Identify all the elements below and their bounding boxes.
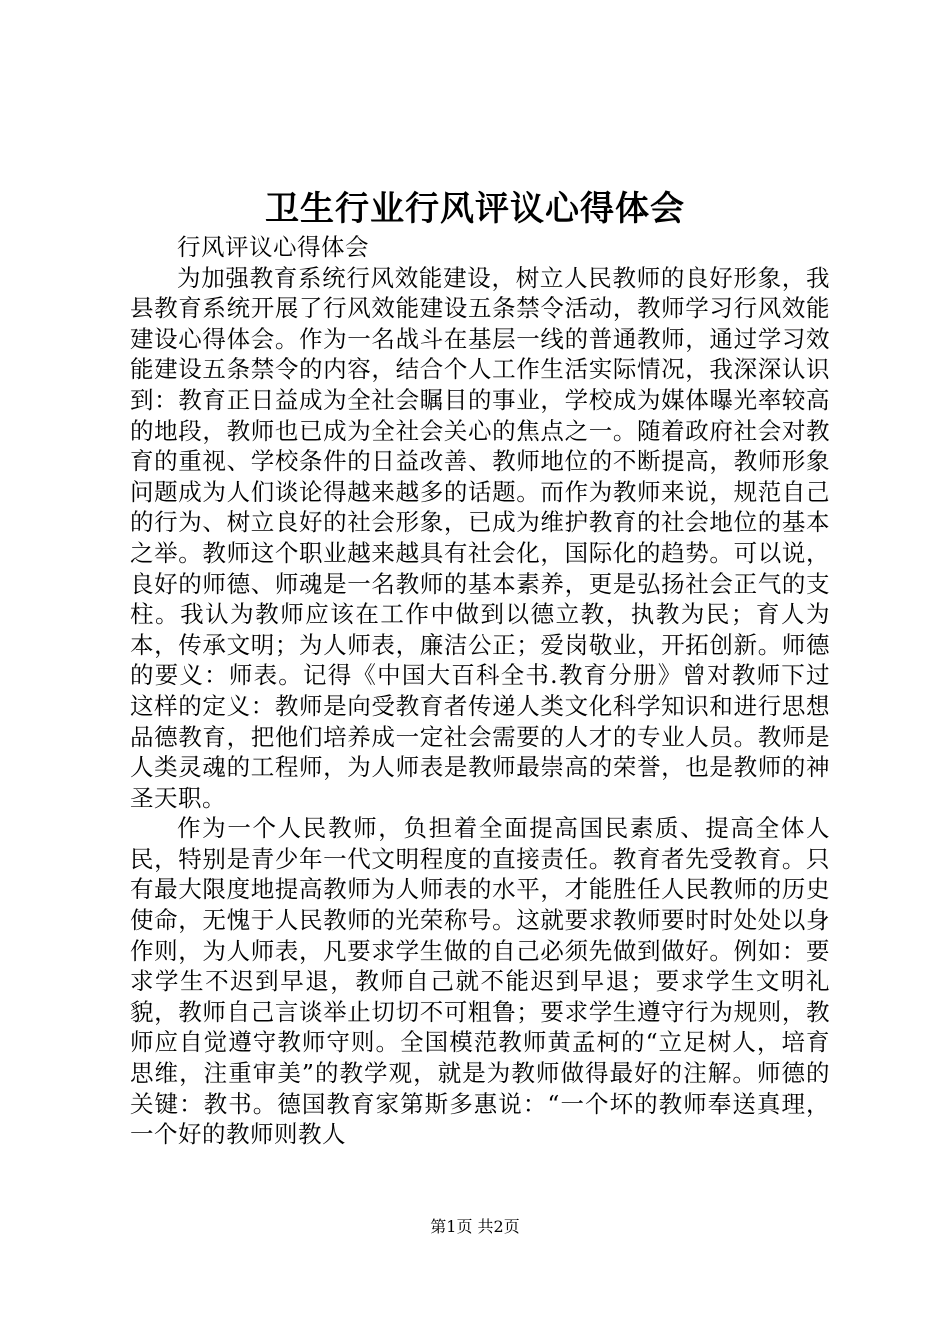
document-title: 卫生行业行风评议心得体会 xyxy=(265,189,685,229)
paragraph-2: 作为一个人民教师，负担着全面提高国民素质、提高全体人民，特别是青少年一代文明程度的直接责任。教育者先受教育。只有最大限度地提高教师为人师表的水平，才能胜任人民教师的历史使命，无愧于人民教师的光荣称号。这就要求教师要时时处处以身作则，为人师表，凡要求学生做的自己必须先做到做好。例如：要求学生不迟到早退，教师自己就不能迟到早退；要求学生文明礼貌，教师自己言谈举止切切不可粗鲁；要求学生遵守行为规则，教师应自觉遵守教师守则。全国模范教师黄孟柯的“立足树人，培育思维，注重审美”的教学观，就是为教师做得最好的注解。师德的关键：教书。德国教育家第斯多惠说：“一个坏的教师奉送真理，一个好的教师则教人 xyxy=(130,814,830,1149)
paragraph-subtitle: 行风评议心得体会 xyxy=(177,233,369,261)
paragraph-1: 为加强教育系统行风效能建设，树立人民教师的良好形象，我县教育系统开展了行风效能建设五条禁令活动，教师学习行风效能建设心得体会。作为一名战斗在基层一线的普通教师，通过学习效能建设五条禁令的内容，结合个人工作生活实际情况，我深深认识到：教育正日益成为全社会瞩目的事业，学校成为媒体曝光率较高的地段，教师也已成为全社会关心的焦点之一。随着政府社会对教育的重视、学校条件的日益改善、教师地位的不断提高，教师形象问题成为人们谈论得越来越多的话题。而作为教师来说，规范自己的行为、树立良好的社会形象，已成为维护教育的社会地位的基本之举。教师这个职业越来越具有社会化，国际化的趋势。可以说，良好的师德、师魂是一名教师的基本素养，更是弘扬社会正气的支柱。我认为教师应该在工作中做到以德立教，执教为民；育人为本，传承文明；为人师表，廉洁公正；爱岗敬业，开拓创新。师德的要义：师表。记得《中国大百科全书.教育分册》曾对教师下过这样的定义：教师是向受教育者传递人类文化科学知识和进行思想品德教育，把他们培养成一定社会需要的人才的专业人员。教师是人类灵魂的工程师，为人师表是教师最崇高的荣誉，也是教师的神圣天职。 xyxy=(130,263,830,812)
document-body xyxy=(130,232,830,1150)
page-number-footer: 第1页 共2页 xyxy=(430,1217,520,1236)
